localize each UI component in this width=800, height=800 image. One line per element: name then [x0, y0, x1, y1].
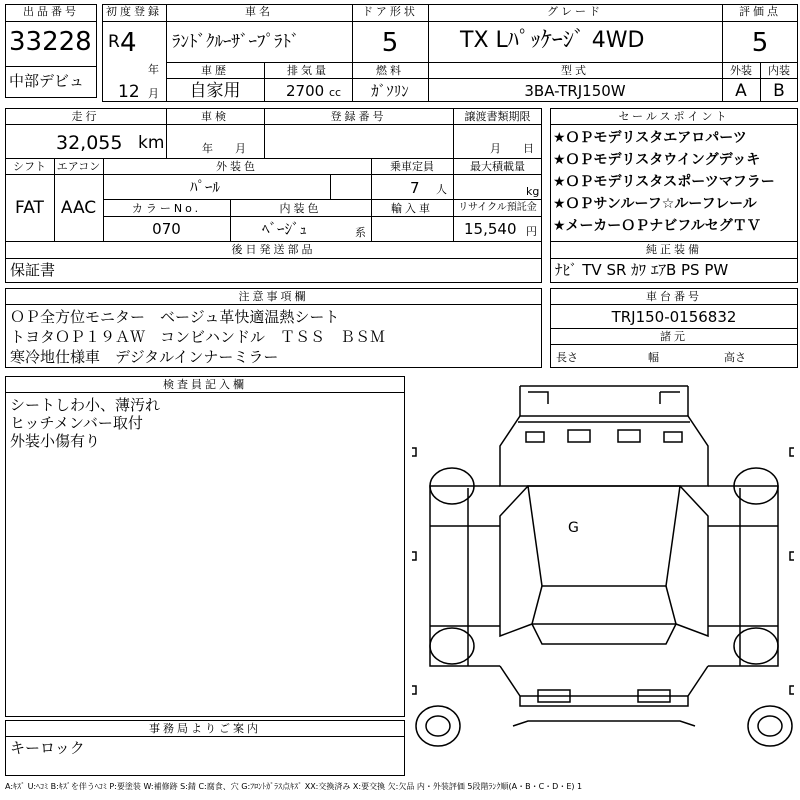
chassis-value: TRJ150-0156832 [611, 308, 737, 326]
selling-point-item: ★メーカーＯＰナビフルセグＴＶ [553, 218, 761, 234]
selling-point-item: ★ＯＰモデリスタエアロパーツ [553, 130, 747, 146]
capacity-label: 乗車定員 [390, 160, 434, 173]
reg-month: 12 [118, 82, 140, 102]
exterior-grade: A [735, 81, 747, 101]
dim-height-label: 高さ [724, 351, 746, 364]
capacity-unit: 人 [436, 183, 447, 196]
fuel-label: 燃料 [376, 64, 404, 77]
doors: 5 [381, 28, 399, 58]
color-label: 外装色 [216, 160, 258, 173]
notes-line: トヨタＯＰ１９ＡＷ コンビハンドル ＴＳＳ ＢＳＭ [10, 328, 386, 346]
shift: FAT [15, 198, 44, 218]
reg-no-label: 登録番号 [330, 110, 387, 123]
history-label: 車歴 [201, 64, 229, 77]
color: ﾊﾟｰﾙ [190, 178, 221, 196]
legend-text: A:ｷｽﾞ U:ﾍｺﾐ B:ｷｽﾞを伴うﾍｺﾐ P:要塗装 W:補修跡 S:錆 C:腐食、穴 G:ﾌﾛﾝﾄｶﾞﾗｽ点ｷｽﾞ XX:交換済み X:要交換 欠:欠品 内・外装評価 5段階ﾗﾝｸ順(A・B・C・D・E) 1 [5, 782, 583, 791]
first-reg-label: 初度登録 [106, 5, 162, 18]
inspector-line: 外装小傷有り [10, 432, 101, 450]
inspector-line: シートしわ小、薄汚れ [10, 396, 161, 414]
mileage-label: 走行 [71, 110, 100, 123]
load-unit: kg [526, 185, 540, 198]
lot-label: 出品番号 [23, 5, 79, 18]
later-parts-label: 後日発送部品 [231, 243, 316, 256]
model-label: 型式 [561, 64, 589, 77]
dim-width-label: 幅 [648, 351, 659, 364]
selling-point-item: ★ＯＰサンルーフ☆ルーフレール [553, 196, 757, 212]
month-unit: 月 [148, 87, 159, 100]
ac: AAC [60, 198, 97, 218]
chassis-label: 車台番号 [646, 290, 702, 303]
lot-number: 33228 [9, 27, 92, 57]
later-parts: 保証書 [10, 261, 56, 279]
mileage-unit: km [138, 133, 165, 153]
import-label: 輸入車 [391, 202, 433, 215]
interior-color-unit: 系 [355, 226, 366, 239]
recycle-label: リサイクル預託金 [458, 202, 537, 213]
office-label: 事務局よりご案内 [149, 722, 261, 735]
displacement-unit: cc [329, 86, 342, 99]
equipment-label: 純正装備 [646, 243, 702, 256]
grade-label: グレード [547, 5, 603, 18]
fuel: ｶﾞｿﾘﾝ [371, 82, 409, 100]
office-value: キーロック [10, 739, 85, 757]
displacement: 2700 [286, 82, 325, 100]
year-unit: 年 [148, 63, 159, 76]
equipment-value: ﾅﾋﾞ TV SR ｶﾜ ｴｱB PS PW [555, 261, 729, 279]
selling-points-label: セールスポイント [618, 110, 730, 123]
interior-label: 内装 [768, 64, 790, 77]
selling-point-item: ★ＯＰモデリスタウイングデッキ [553, 152, 761, 168]
inspection-ym: 年 月 [202, 142, 246, 155]
score: 5 [751, 28, 769, 58]
recycle: 15,540 [464, 220, 517, 238]
interior-color-label: 内装色 [279, 202, 322, 215]
transfer-md: 月 日 [490, 142, 534, 155]
door-label: ドア形状 [362, 5, 418, 18]
debut-note: 中部デビュ [9, 72, 85, 90]
ac-label: エアコン [56, 160, 101, 173]
selling-point-item: ★ＯＰモデリスタスポーツマフラー [553, 174, 775, 190]
load-label: 最大積載量 [470, 160, 525, 173]
transfer-label: 譲渡書類期限 [464, 110, 531, 123]
dim-length-label: 長さ [556, 351, 578, 364]
model: 3BA-TRJ150W [524, 82, 626, 100]
inspection-label: 車検 [201, 110, 229, 123]
mileage: 32,055 [56, 132, 123, 154]
reg-year: 4 [120, 28, 137, 58]
era: R [108, 32, 120, 52]
history: 自家用 [189, 81, 241, 101]
shift-label: シフト [13, 160, 46, 173]
recycle-unit: 円 [526, 225, 537, 238]
inspector-label: 検査員記入欄 [163, 378, 247, 391]
color-no-label: カラーNo. [131, 202, 202, 215]
windshield-damage-marker: G [568, 520, 579, 536]
exterior-label: 外装 [730, 64, 752, 77]
notes-line: ＯＰ全方位モニター ベージュ革快適温熱シート [10, 308, 340, 326]
interior-color: ﾍﾞｰｼﾞｭ [262, 220, 308, 238]
car-name-label: 車名 [245, 5, 273, 18]
dimensions-label: 諸元 [660, 330, 688, 343]
car-name: ﾗﾝﾄﾞｸﾙｰｻﾞｰﾌﾟﾗﾄﾞ [172, 32, 300, 52]
color-no: 070 [152, 220, 181, 238]
notes-label: 注意事項欄 [238, 290, 309, 303]
car-damage-diagram [408, 376, 798, 776]
grade: TX Lﾊﾟｯｹｰｼﾞ 4WD [460, 28, 645, 53]
inspector-line: ヒッチメンバー取付 [10, 414, 143, 432]
notes-line: 寒冷地仕様車 デジタルインナーミラー [10, 348, 279, 366]
score-label: 評価点 [739, 5, 781, 18]
interior-grade: B [773, 81, 785, 101]
capacity: 7 [410, 179, 420, 197]
displacement-label: 排気量 [287, 64, 329, 77]
